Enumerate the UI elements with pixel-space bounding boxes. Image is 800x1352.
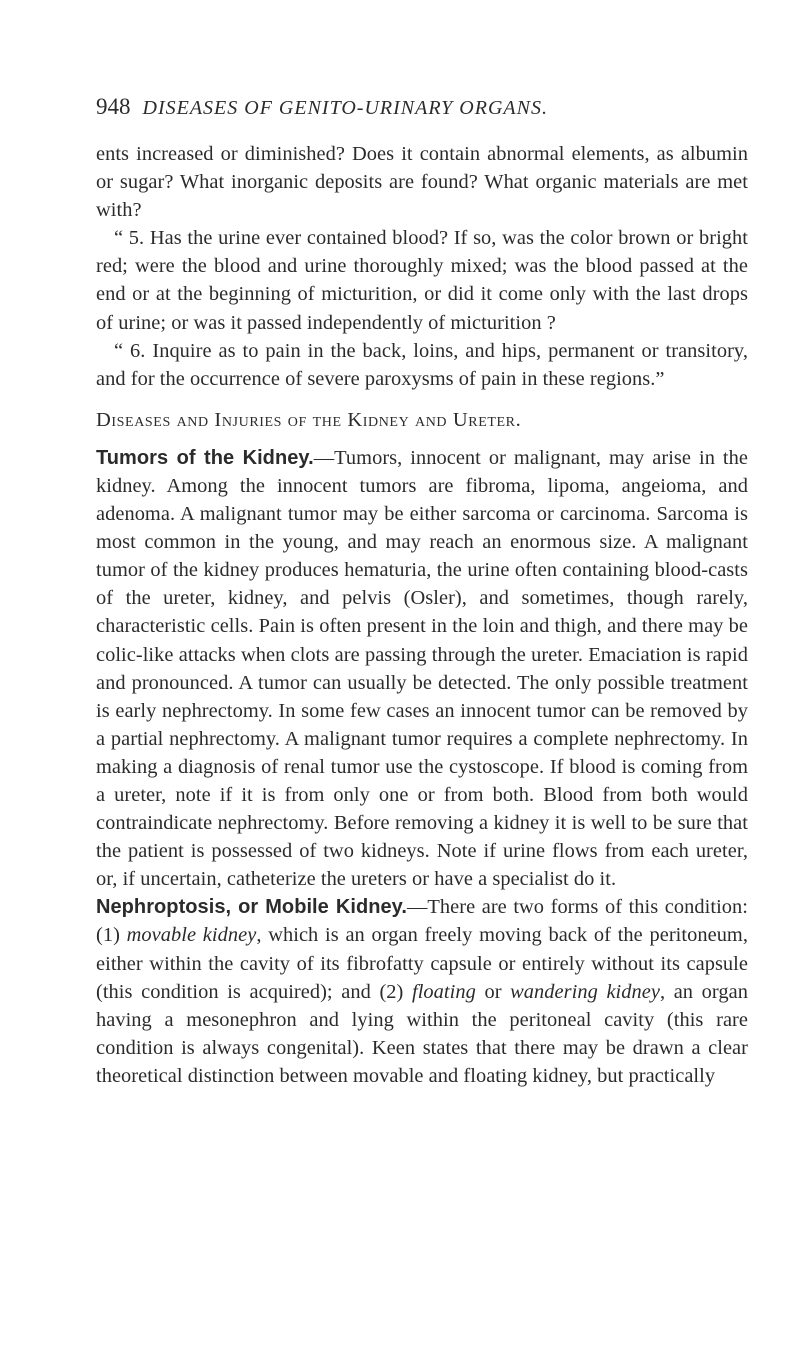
- running-head: DISEASES OF GENITO-URINARY ORGANS.: [142, 97, 548, 119]
- page-header: [96, 94, 748, 134]
- paragraph-question-5: “ 5. Has the urine ever contained blood? If so, was the color brown or bright red; were the blood and urine thoroughly mixed; was the blood passed at the end or at the beginning of micturition, or did it come only with the last drops of urine; or was it passed independently of micturition ?: [96, 227, 748, 334]
- nephroptosis-text-b: , which is an organ freely moving back of the peritoneum, either within the cavity of its fibrofatty capsule or entirely without its capsule (this condition is acquired); and (2): [96, 924, 748, 1003]
- term-movable-kidney: movable kidney: [126, 924, 257, 947]
- tumors-heading: Tumors of the Kidney.: [96, 446, 314, 469]
- paragraph-tumors: [96, 444, 748, 894]
- paragraph-nephroptosis: [96, 893, 748, 1090]
- nephroptosis-heading: Nephroptosis, or Mobile Kidney.: [96, 896, 407, 919]
- nephroptosis-text-c: or: [475, 980, 511, 1003]
- paragraph-question-6: “ 6. Inquire as to pain in the back, loins, and hips, permanent or transitory, and for the occurrence of severe paroxysms of pain in these regions.”: [96, 339, 748, 390]
- nephroptosis-text-d: , an organ having a mesonephron and lying within the peritoneal cavity (this rare condition is always congenital). Keen states that there may be drawn a clear theoretical distinction between movable and floating kidney, but practically: [96, 980, 748, 1087]
- body-text: [96, 140, 748, 1090]
- paragraph-continued: ents increased or diminished? Does it contain abnormal elements, as albumin or sugar? What inorganic deposits are found? What organic materials are met with?: [96, 143, 748, 222]
- term-wandering-kidney: wandering kidney: [510, 980, 660, 1003]
- nephroptosis-text-a: —There are two forms of this condition: (1): [96, 896, 748, 947]
- tumors-text: —Tumors, innocent or malignant, may arise in the kidney. Among the innocent tumors are fibroma, lipoma, angeioma, and adenoma. A malignant tumor may be either sarcoma or carcinoma. Sarcoma is most common in the young, and may reach an enormous size. A malignant tumor of the kidney produces hematuria, the urine often containing blood-casts of the ureter, kidney, and pelvis (Osler), and sometimes, though rarely, characteristic cells. Pain is often present in the loin and thigh, and there may be colic-like attacks when clots are passing through the ureter. Emaciation is rapid and pronounced. A tumor can usually be detected. The only possible treatment is early nephrectomy. In some few cases an innocent tumor can be removed by a partial nephrectomy. A malignant tumor requires a complete nephrectomy. In making a diagnosis of renal tumor use the cystoscope. If blood is coming from a ureter, note if it is from only one or from both. Blood from both would contraindicate nephrectomy. Before removing a kidney it is well to be sure that the patient is possessed of two kidneys. Note if urine flows from each ureter, or, if uncertain, catheterize the ureters or have a specialist do it.: [96, 446, 748, 891]
- term-floating: floating: [412, 980, 476, 1003]
- section-heading: Diseases and Injuries of the Kidney and Ureter.: [96, 408, 522, 431]
- page-number: 948: [96, 94, 131, 119]
